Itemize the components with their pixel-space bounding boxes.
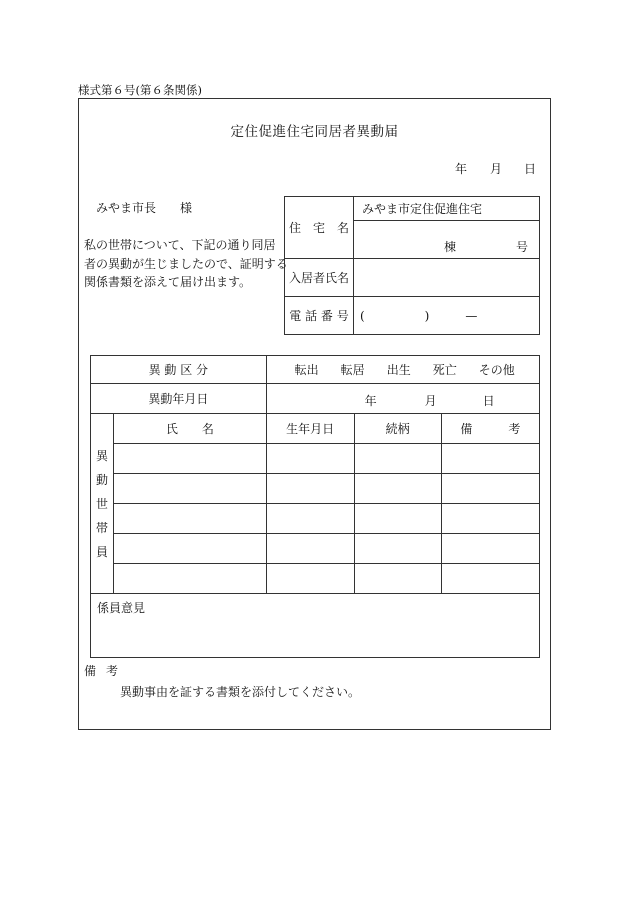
statement-line: 私の世帯について、下記の通り同居 bbox=[84, 238, 276, 252]
date-year-label: 年 bbox=[455, 162, 468, 176]
header-birthdate: 生年月日 bbox=[266, 414, 354, 444]
date-month-label: 月 bbox=[490, 162, 503, 176]
form-number: 様式第６号(第６条関係) bbox=[78, 83, 202, 97]
date-day-label: 日 bbox=[524, 162, 537, 176]
change-date-day: 日 bbox=[482, 394, 495, 408]
option-other[interactable]: その他 bbox=[478, 363, 515, 377]
member-relationship-cell[interactable] bbox=[354, 444, 441, 474]
option-move-out[interactable]: 転出 bbox=[294, 363, 319, 377]
statement-line: 関係書類を添えて届け出ます。 bbox=[84, 275, 252, 289]
building-label: 棟 bbox=[444, 240, 457, 254]
header-remarks: 備 考 bbox=[441, 414, 539, 444]
housing-unit-field[interactable] bbox=[354, 221, 540, 259]
housing-name-label: 住 宅 名 bbox=[285, 197, 354, 259]
member-name-cell[interactable] bbox=[114, 534, 267, 564]
option-death[interactable]: 死亡 bbox=[432, 363, 457, 377]
member-name-cell[interactable] bbox=[114, 444, 267, 474]
resident-name-label: 入居者氏名 bbox=[285, 259, 354, 297]
member-name-cell[interactable] bbox=[114, 504, 267, 534]
member-birthdate-cell[interactable] bbox=[266, 444, 354, 474]
phone-field[interactable]: ( ) — bbox=[354, 297, 540, 335]
resident-info-table bbox=[284, 196, 540, 335]
officer-opinion-label: 係員意見 bbox=[97, 601, 146, 615]
officer-opinion-field[interactable] bbox=[91, 594, 540, 658]
option-relocation[interactable]: 転居 bbox=[340, 363, 365, 377]
members-side-label bbox=[91, 414, 114, 594]
change-date-field[interactable] bbox=[266, 384, 539, 414]
resident-name-field[interactable] bbox=[354, 259, 540, 297]
member-row bbox=[91, 504, 540, 534]
side-char: 員 bbox=[95, 544, 108, 559]
member-birthdate-cell[interactable] bbox=[266, 564, 354, 594]
member-row bbox=[91, 444, 540, 474]
member-row bbox=[91, 564, 540, 594]
member-birthdate-cell[interactable] bbox=[266, 474, 354, 504]
option-birth[interactable]: 出生 bbox=[386, 363, 411, 377]
addressee: みやま市長 様 bbox=[96, 201, 193, 215]
member-row bbox=[91, 534, 540, 564]
side-char: 世 bbox=[95, 496, 108, 511]
header-relationship: 続柄 bbox=[354, 414, 441, 444]
unit-number-label: 号 bbox=[516, 240, 529, 254]
phone-label: 電 話 番 号 bbox=[285, 297, 354, 335]
member-relationship-cell[interactable] bbox=[354, 474, 441, 504]
side-char: 帯 bbox=[95, 520, 108, 535]
change-type-label: 異 動 区 分 bbox=[91, 356, 267, 384]
notes-heading: 備考 bbox=[84, 664, 129, 678]
change-date-month: 月 bbox=[424, 394, 437, 408]
member-remarks-cell[interactable] bbox=[441, 474, 539, 504]
statement bbox=[84, 236, 288, 292]
member-remarks-cell[interactable] bbox=[441, 444, 539, 474]
statement-line: 者の異動が生じましたので、証明する bbox=[84, 256, 288, 271]
header-name: 氏 名 bbox=[114, 414, 267, 444]
side-char: 異 bbox=[95, 448, 108, 463]
member-birthdate-cell[interactable] bbox=[266, 504, 354, 534]
notes-text: 異動事由を証する書類を添付してください。 bbox=[120, 685, 361, 699]
member-relationship-cell[interactable] bbox=[354, 504, 441, 534]
housing-name-value: みやま市定住促進住宅 bbox=[354, 197, 540, 221]
member-name-cell[interactable] bbox=[114, 564, 267, 594]
member-name-cell[interactable] bbox=[114, 474, 267, 504]
member-remarks-cell[interactable] bbox=[441, 564, 539, 594]
member-relationship-cell[interactable] bbox=[354, 534, 441, 564]
side-char: 動 bbox=[95, 472, 108, 487]
member-relationship-cell[interactable] bbox=[354, 564, 441, 594]
member-remarks-cell[interactable] bbox=[441, 504, 539, 534]
member-birthdate-cell[interactable] bbox=[266, 534, 354, 564]
member-remarks-cell[interactable] bbox=[441, 534, 539, 564]
change-details-table bbox=[90, 355, 540, 658]
change-date-label: 異動年月日 bbox=[91, 384, 267, 414]
change-type-options[interactable] bbox=[266, 356, 539, 384]
change-date-year: 年 bbox=[364, 394, 377, 408]
member-row bbox=[91, 474, 540, 504]
form-title: 定住促進住宅同居者異動届 bbox=[230, 124, 399, 140]
